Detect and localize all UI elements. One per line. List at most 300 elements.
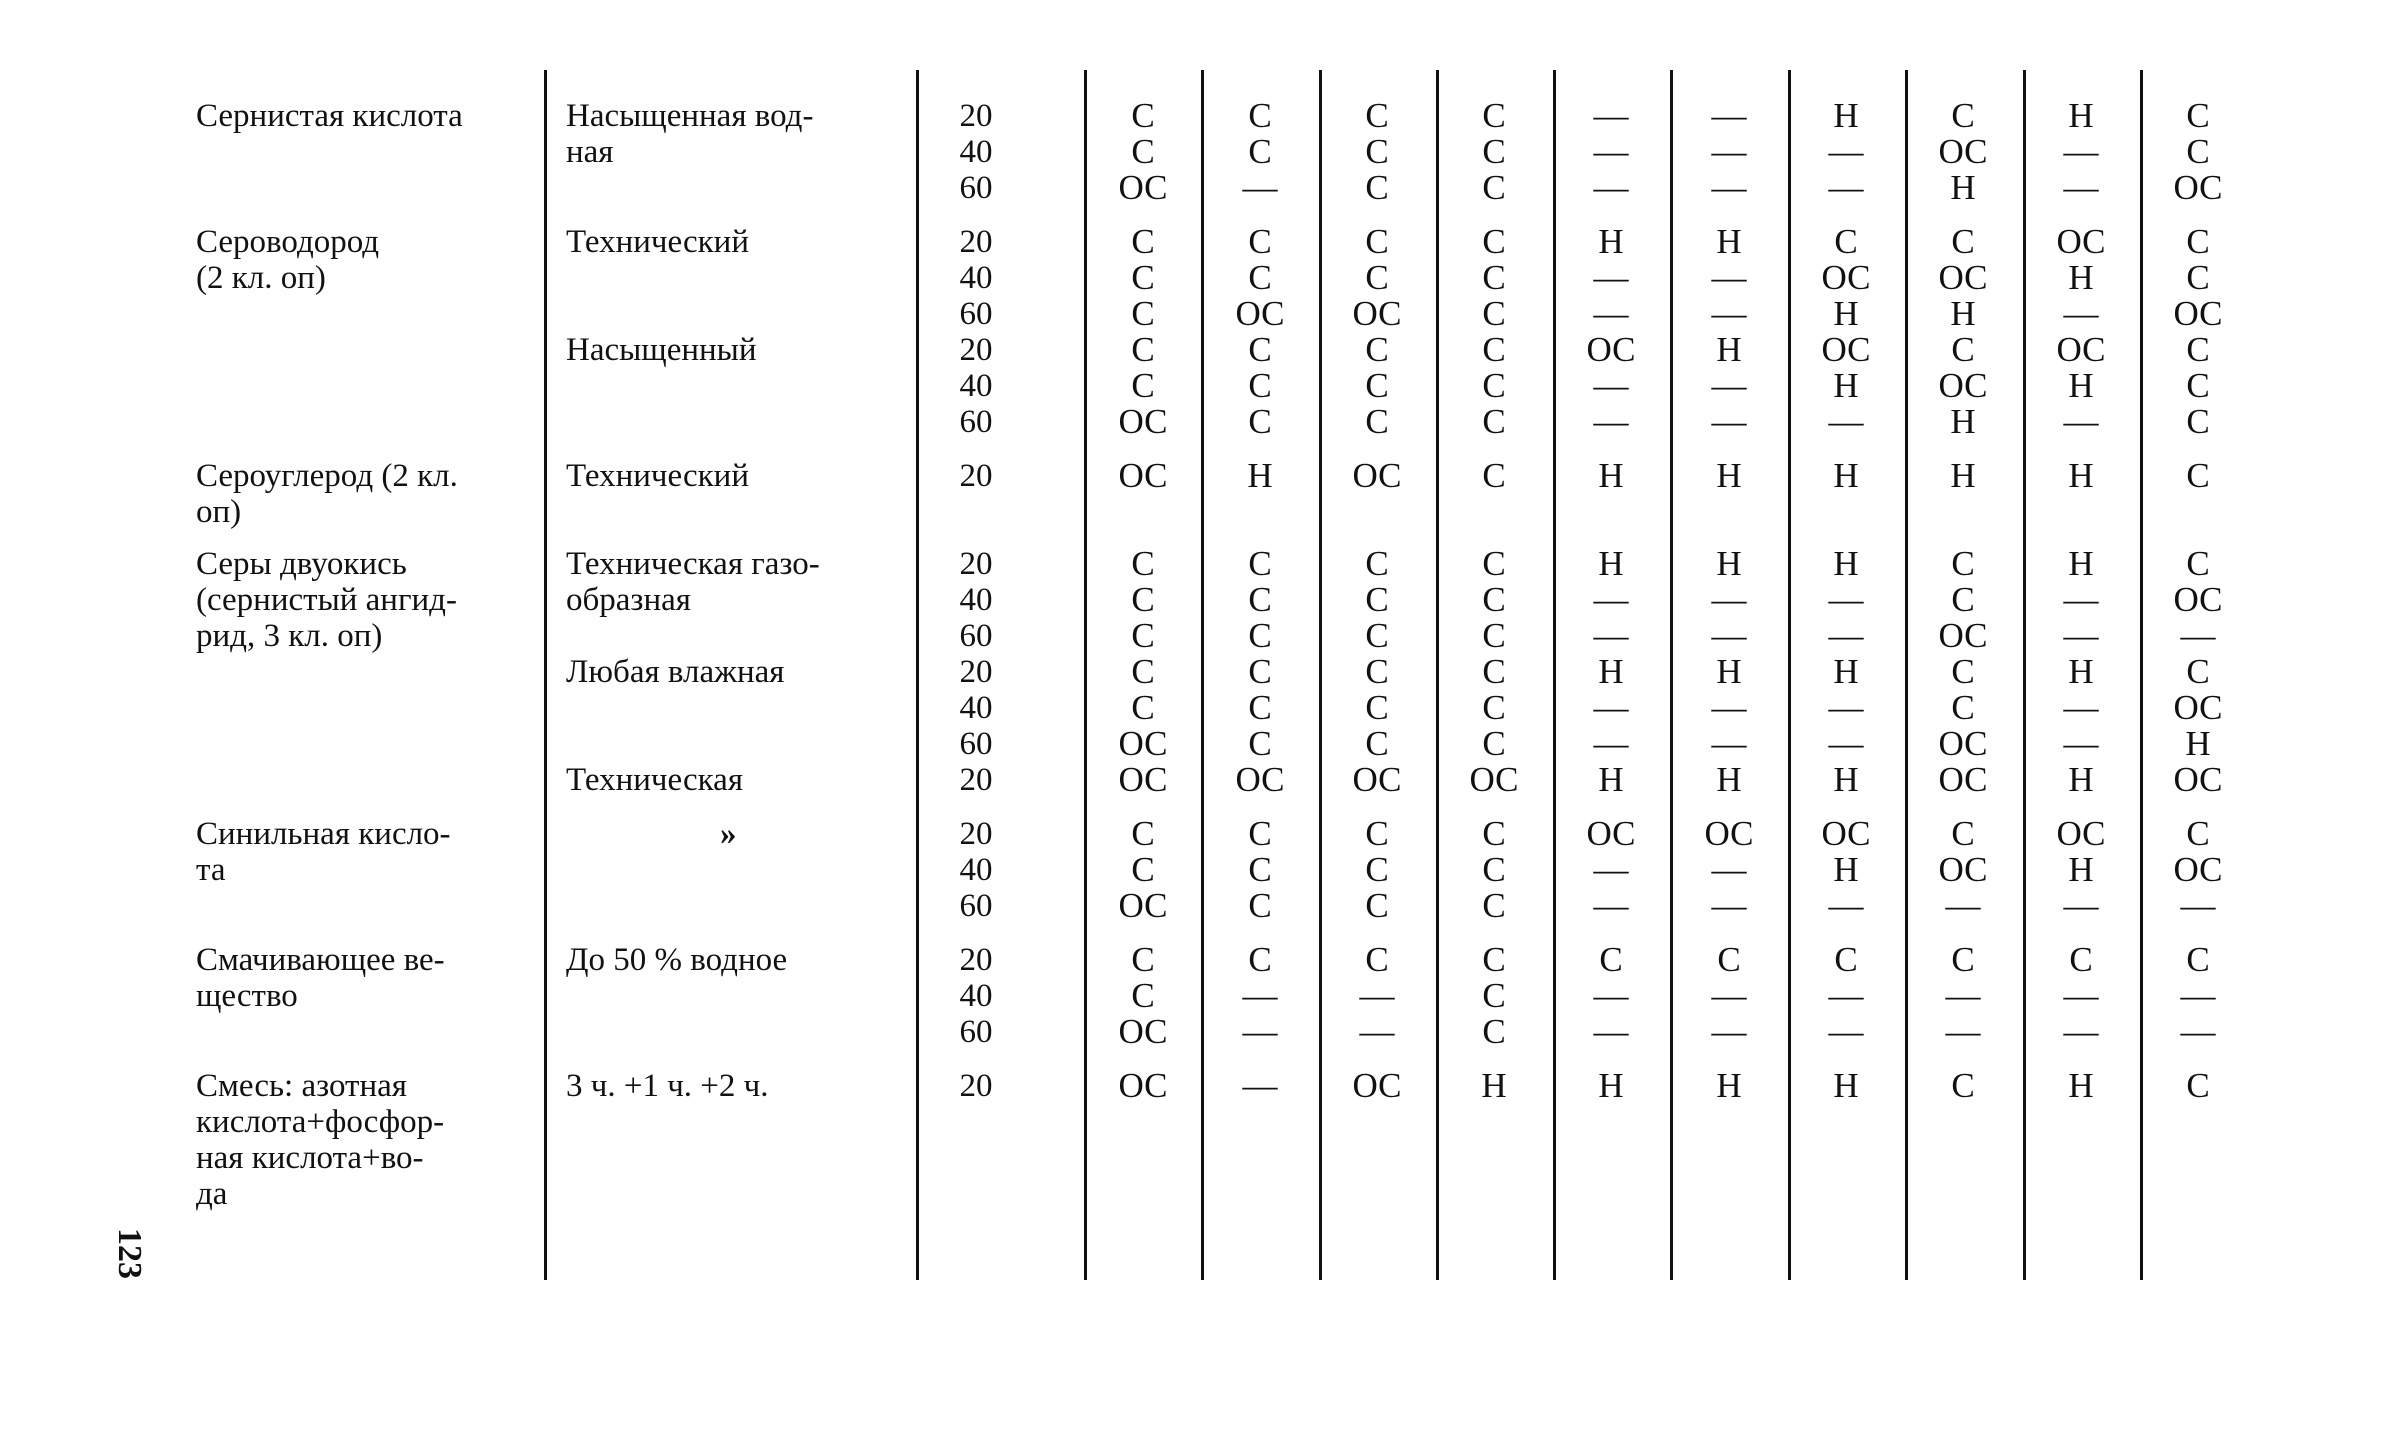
substance-name-line: рид, 3 кл. оп) [196, 618, 383, 654]
resistance-value-cell: — [1711, 168, 1747, 207]
resistance-value-cell: С [1248, 886, 1272, 925]
temperature-cell: 40 [959, 978, 993, 1014]
resistance-value-cell: С [1248, 724, 1272, 763]
medium-condition-line: 3 ч. +1 ч. +2 ч. [566, 1068, 769, 1104]
resistance-value-cell: С [1951, 330, 1975, 369]
resistance-value-cell: — [1711, 132, 1747, 171]
resistance-value-cell: ОС [1352, 760, 1402, 799]
resistance-value-cell: С [1599, 940, 1623, 979]
temperature-cell: 60 [959, 888, 993, 924]
substance-name-line: да [196, 1176, 228, 1212]
substance-name-line: та [196, 852, 226, 888]
resistance-value-cell: — [2063, 168, 2099, 207]
temperature-cell: 20 [959, 816, 993, 852]
resistance-value-cell: ОС [2173, 168, 2223, 207]
resistance-value-cell: С [1482, 886, 1506, 925]
resistance-value-cell: — [1593, 724, 1629, 763]
resistance-value-cell: С [1482, 724, 1506, 763]
resistance-value-cell: — [1242, 976, 1278, 1015]
medium-condition-line: Насыщенный [566, 332, 757, 368]
resistance-value-cell: — [1593, 366, 1629, 405]
column-divider [1670, 70, 1673, 1280]
resistance-value-cell: С [1248, 222, 1272, 261]
resistance-value-cell: Н [1833, 544, 1859, 583]
resistance-value-cell: С [1131, 976, 1155, 1015]
resistance-value-cell: ОС [1118, 402, 1168, 441]
resistance-value-cell: С [2186, 456, 2210, 495]
temperature-cell: 20 [959, 458, 993, 494]
resistance-value-cell: Н [2068, 366, 2094, 405]
temperature-cell: 40 [959, 852, 993, 888]
resistance-value-cell: — [1711, 850, 1747, 889]
resistance-value-cell: ОС [1938, 724, 1988, 763]
resistance-value-cell: — [1711, 1012, 1747, 1051]
resistance-value-cell: С [1248, 688, 1272, 727]
resistance-value-cell: Н [1950, 168, 1976, 207]
resistance-value-cell: ОС [2173, 294, 2223, 333]
resistance-value-cell: С [2186, 222, 2210, 261]
resistance-value-cell: — [2063, 886, 2099, 925]
resistance-value-cell: ОС [1586, 814, 1636, 853]
resistance-value-cell: Н [2068, 1066, 2094, 1105]
resistance-value-cell: С [1951, 96, 1975, 135]
substance-name-line: Синильная кисло- [196, 816, 451, 852]
substance-name-line: кислота+фосфор- [196, 1104, 445, 1140]
resistance-value-cell: ОС [1938, 258, 1988, 297]
resistance-value-cell: С [1365, 132, 1389, 171]
resistance-value-cell: — [1593, 132, 1629, 171]
resistance-value-cell: С [1365, 724, 1389, 763]
resistance-value-cell: — [1711, 616, 1747, 655]
resistance-value-cell: С [1248, 652, 1272, 691]
resistance-value-cell: С [1248, 132, 1272, 171]
resistance-value-cell: — [1945, 886, 1981, 925]
resistance-value-cell: Н [1833, 760, 1859, 799]
resistance-value-cell: — [1242, 1066, 1278, 1105]
medium-condition [566, 224, 896, 260]
substance-name-line: Сероуглерод (2 кл. [196, 458, 458, 494]
resistance-value-cell: — [1945, 976, 1981, 1015]
resistance-value-cell: С [1482, 402, 1506, 441]
resistance-value-cell: С [2186, 940, 2210, 979]
resistance-value-cell: — [1711, 366, 1747, 405]
medium-condition [566, 654, 896, 690]
resistance-value-cell: ОС [1118, 886, 1168, 925]
medium-condition-line: Насыщенная вод- [566, 98, 814, 134]
resistance-value-cell: Н [2068, 96, 2094, 135]
resistance-value-cell: С [1951, 652, 1975, 691]
resistance-value-cell: С [1482, 294, 1506, 333]
resistance-value-cell: ОС [2056, 814, 2106, 853]
resistance-value-cell: — [1945, 1012, 1981, 1051]
resistance-value-cell: Н [1598, 1066, 1624, 1105]
resistance-value-cell: — [2063, 688, 2099, 727]
resistance-value-cell: Н [1833, 366, 1859, 405]
resistance-value-cell: Н [1481, 1066, 1507, 1105]
resistance-value-cell: — [2063, 1012, 2099, 1051]
substance-name-line: Серы двуокись [196, 546, 407, 582]
resistance-value-cell: С [1131, 616, 1155, 655]
resistance-value-cell: ОС [1118, 168, 1168, 207]
resistance-value-cell: С [1482, 544, 1506, 583]
resistance-value-cell: С [1365, 688, 1389, 727]
resistance-value-cell: С [1248, 616, 1272, 655]
resistance-value-cell: ОС [1938, 850, 1988, 889]
resistance-value-cell: ОС [2056, 222, 2106, 261]
resistance-value-cell: — [1593, 1012, 1629, 1051]
resistance-value-cell: С [1365, 330, 1389, 369]
medium-condition [566, 332, 896, 368]
resistance-value-cell: — [2063, 132, 2099, 171]
temperature-cell: 20 [959, 762, 993, 798]
temperature-cell: 40 [959, 134, 993, 170]
resistance-value-cell: С [2186, 544, 2210, 583]
resistance-value-cell: — [1593, 402, 1629, 441]
resistance-value-cell: С [1248, 96, 1272, 135]
resistance-value-cell: Н [1598, 760, 1624, 799]
substance-name-line: (2 кл. оп) [196, 260, 326, 296]
resistance-value-cell: — [1828, 168, 1864, 207]
resistance-value-cell: ОС [1352, 1066, 1402, 1105]
medium-condition [566, 1068, 896, 1104]
substance-name [196, 458, 518, 530]
resistance-value-cell: — [1593, 616, 1629, 655]
resistance-value-cell: Н [1598, 222, 1624, 261]
resistance-value-cell: С [1248, 402, 1272, 441]
resistance-value-cell: С [1248, 330, 1272, 369]
resistance-value-cell: ОС [1704, 814, 1754, 853]
resistance-value-cell: С [2186, 258, 2210, 297]
resistance-value-cell: Н [2068, 258, 2094, 297]
resistance-value-cell: — [1828, 580, 1864, 619]
resistance-value-cell: Н [1833, 1066, 1859, 1105]
resistance-value-cell: С [1365, 652, 1389, 691]
resistance-value-cell: С [1131, 294, 1155, 333]
resistance-value-cell: С [1365, 940, 1389, 979]
substance-name-line: ная кислота+во- [196, 1140, 424, 1176]
resistance-value-cell: С [1131, 940, 1155, 979]
substance-name-line: (сернистый ангид- [196, 582, 457, 618]
resistance-value-cell: ОС [1235, 760, 1285, 799]
resistance-value-cell: С [1131, 814, 1155, 853]
resistance-value-cell: — [1828, 1012, 1864, 1051]
resistance-value-cell: — [2180, 616, 2216, 655]
resistance-value-cell: ОС [1586, 330, 1636, 369]
resistance-value-cell: С [1365, 616, 1389, 655]
resistance-value-cell: С [1482, 222, 1506, 261]
medium-condition [720, 816, 760, 852]
medium-condition-line: Технический [566, 224, 749, 260]
resistance-value-cell: ОС [1469, 760, 1519, 799]
resistance-value-cell: С [2186, 330, 2210, 369]
resistance-value-cell: Н [1247, 456, 1273, 495]
temperature-cell: 40 [959, 690, 993, 726]
substance-name [196, 942, 518, 1014]
resistance-value-cell: С [1131, 330, 1155, 369]
resistance-value-cell: Н [1833, 850, 1859, 889]
resistance-value-cell: С [1131, 652, 1155, 691]
resistance-value-cell: С [1365, 168, 1389, 207]
resistance-value-cell: Н [1833, 294, 1859, 333]
temperature-cell: 60 [959, 296, 993, 332]
resistance-value-cell: Н [1598, 456, 1624, 495]
resistance-value-cell: — [1711, 724, 1747, 763]
resistance-value-cell: — [1711, 258, 1747, 297]
resistance-value-cell: С [1482, 168, 1506, 207]
temperature-cell: 40 [959, 368, 993, 404]
resistance-value-cell: — [1242, 1012, 1278, 1051]
resistance-value-cell: С [1951, 688, 1975, 727]
medium-condition-line: Технический [566, 458, 749, 494]
temperature-cell: 60 [959, 618, 993, 654]
resistance-value-cell: С [1131, 132, 1155, 171]
temperature-cell: 60 [959, 170, 993, 206]
resistance-value-cell: Н [1716, 330, 1742, 369]
resistance-value-cell: С [1951, 580, 1975, 619]
resistance-value-cell: Н [1716, 760, 1742, 799]
resistance-value-cell: С [1248, 580, 1272, 619]
temperature-cell: 20 [959, 1068, 993, 1104]
resistance-value-cell: С [1951, 940, 1975, 979]
resistance-value-cell: ОС [1352, 456, 1402, 495]
resistance-value-cell: С [1482, 652, 1506, 691]
resistance-value-cell: ОС [1118, 456, 1168, 495]
resistance-value-cell: С [1365, 222, 1389, 261]
resistance-value-cell: — [1359, 1012, 1395, 1051]
medium-condition [566, 458, 896, 494]
resistance-value-cell: Н [1950, 294, 1976, 333]
resistance-value-cell: С [1365, 850, 1389, 889]
resistance-value-cell: Н [2068, 760, 2094, 799]
resistance-value-cell: С [1482, 1012, 1506, 1051]
medium-condition-line: Техническая газо- [566, 546, 820, 582]
resistance-value-cell: — [1593, 976, 1629, 1015]
resistance-value-cell: С [2186, 402, 2210, 441]
resistance-value-cell: С [1131, 580, 1155, 619]
resistance-value-cell: С [1482, 976, 1506, 1015]
resistance-value-cell: С [1365, 402, 1389, 441]
resistance-value-cell: — [1828, 402, 1864, 441]
temperature-cell: 20 [959, 332, 993, 368]
resistance-value-cell: С [1482, 258, 1506, 297]
substance-name [196, 224, 518, 296]
resistance-value-cell: С [1131, 258, 1155, 297]
resistance-value-cell: Н [2068, 456, 2094, 495]
temperature-cell: 40 [959, 260, 993, 296]
column-divider [916, 70, 919, 1280]
resistance-value-cell: Н [2185, 724, 2211, 763]
resistance-value-cell: Н [2068, 652, 2094, 691]
resistance-value-cell: — [1593, 580, 1629, 619]
resistance-value-cell: — [1711, 580, 1747, 619]
resistance-value-cell: ОС [1118, 1012, 1168, 1051]
resistance-value-cell: С [1482, 688, 1506, 727]
resistance-value-cell: С [1482, 366, 1506, 405]
resistance-value-cell: — [1711, 886, 1747, 925]
substance-name [196, 1068, 518, 1212]
resistance-value-cell: ОС [1821, 814, 1871, 853]
resistance-value-cell: — [1593, 688, 1629, 727]
column-divider [1084, 70, 1087, 1280]
medium-condition-line: » [720, 816, 737, 852]
resistance-value-cell: ОС [1118, 760, 1168, 799]
resistance-value-cell: С [1365, 96, 1389, 135]
medium-condition-line: ная [566, 134, 614, 170]
resistance-value-cell: — [1593, 96, 1629, 135]
resistance-value-cell: — [1828, 724, 1864, 763]
resistance-value-cell: Н [1950, 456, 1976, 495]
resistance-value-cell: — [1828, 616, 1864, 655]
resistance-value-cell: — [2063, 724, 2099, 763]
medium-condition-line: До 50 % водное [566, 942, 788, 978]
substance-name-line: Смачивающее ве- [196, 942, 445, 978]
resistance-value-cell: — [1593, 850, 1629, 889]
resistance-value-cell: Н [1716, 544, 1742, 583]
resistance-value-cell: — [2063, 402, 2099, 441]
resistance-value-cell: С [1482, 814, 1506, 853]
resistance-value-cell: Н [1833, 96, 1859, 135]
resistance-value-cell: — [1711, 688, 1747, 727]
substance-name-line: щество [196, 978, 298, 1014]
resistance-value-cell: С [2069, 940, 2093, 979]
resistance-value-cell: С [1951, 544, 1975, 583]
resistance-value-cell: С [1365, 814, 1389, 853]
resistance-value-cell: С [1482, 330, 1506, 369]
resistance-value-cell: — [1593, 294, 1629, 333]
resistance-value-cell: С [1365, 366, 1389, 405]
resistance-value-cell: — [1828, 886, 1864, 925]
resistance-value-cell: Н [1716, 652, 1742, 691]
resistance-value-cell: С [1482, 616, 1506, 655]
resistance-value-cell: С [2186, 814, 2210, 853]
resistance-value-cell: С [1365, 258, 1389, 297]
resistance-value-cell: С [1717, 940, 1741, 979]
resistance-value-cell: ОС [1118, 724, 1168, 763]
resistance-value-cell: С [2186, 366, 2210, 405]
resistance-value-cell: ОС [2173, 850, 2223, 889]
resistance-value-cell: — [1711, 402, 1747, 441]
resistance-value-cell: С [1951, 814, 1975, 853]
medium-condition [566, 546, 896, 618]
resistance-value-cell: — [1711, 294, 1747, 333]
medium-condition-line: образная [566, 582, 691, 618]
resistance-value-cell: ОС [1938, 760, 1988, 799]
resistance-value-cell: С [1131, 544, 1155, 583]
resistance-value-cell: С [1365, 580, 1389, 619]
resistance-value-cell: ОС [1821, 330, 1871, 369]
resistance-value-cell: — [2180, 886, 2216, 925]
resistance-value-cell: Н [1598, 544, 1624, 583]
temperature-cell: 60 [959, 726, 993, 762]
resistance-value-cell: — [2180, 976, 2216, 1015]
resistance-value-cell: — [1828, 688, 1864, 727]
temperature-cell: 20 [959, 546, 993, 582]
resistance-value-cell: Н [1716, 222, 1742, 261]
resistance-value-cell: ОС [2173, 688, 2223, 727]
page-number: 123 [111, 1228, 148, 1279]
temperature-cell: 40 [959, 582, 993, 618]
resistance-value-cell: С [2186, 1066, 2210, 1105]
resistance-value-cell: — [1711, 976, 1747, 1015]
resistance-value-cell: С [1482, 580, 1506, 619]
resistance-value-cell: Н [1716, 456, 1742, 495]
resistance-value-cell: С [1951, 1066, 1975, 1105]
resistance-value-cell: С [1482, 850, 1506, 889]
resistance-value-cell: — [1593, 168, 1629, 207]
resistance-value-cell: С [1131, 850, 1155, 889]
temperature-cell: 60 [959, 404, 993, 440]
resistance-value-cell: С [1482, 940, 1506, 979]
resistance-value-cell: С [1365, 544, 1389, 583]
resistance-value-cell: С [1834, 940, 1858, 979]
resistance-value-cell: С [1365, 886, 1389, 925]
substance-name-line: Смесь: азотная [196, 1068, 407, 1104]
substance-name-line: оп) [196, 494, 242, 530]
resistance-value-cell: С [1951, 222, 1975, 261]
resistance-value-cell: ОС [1821, 258, 1871, 297]
medium-condition [566, 942, 896, 978]
resistance-value-cell: ОС [1118, 1066, 1168, 1105]
resistance-value-cell: С [1482, 96, 1506, 135]
resistance-value-cell: С [1131, 96, 1155, 135]
substance-name [196, 98, 518, 134]
medium-condition [566, 762, 896, 798]
medium-condition-line: Техническая [566, 762, 744, 798]
resistance-value-cell: С [1131, 222, 1155, 261]
resistance-value-cell: С [1131, 688, 1155, 727]
resistance-value-cell: Н [2068, 544, 2094, 583]
resistance-value-cell: — [1828, 976, 1864, 1015]
resistance-value-cell: ОС [1235, 294, 1285, 333]
substance-name [196, 546, 518, 654]
resistance-value-cell: — [1242, 168, 1278, 207]
resistance-value-cell: С [1248, 850, 1272, 889]
resistance-value-cell: — [1711, 96, 1747, 135]
resistance-value-cell: ОС [1938, 132, 1988, 171]
resistance-value-cell: — [1593, 886, 1629, 925]
column-divider [544, 70, 547, 1280]
resistance-value-cell: С [1248, 366, 1272, 405]
temperature-cell: 20 [959, 942, 993, 978]
substance-name [196, 816, 518, 888]
resistance-value-cell: Н [1598, 652, 1624, 691]
resistance-value-cell: С [1248, 544, 1272, 583]
resistance-value-cell: С [2186, 652, 2210, 691]
resistance-value-cell: — [2063, 976, 2099, 1015]
resistance-value-cell: — [2180, 1012, 2216, 1051]
resistance-value-cell: С [1131, 366, 1155, 405]
substance-name-line: Сероводород [196, 224, 380, 260]
resistance-value-cell: ОС [2173, 760, 2223, 799]
resistance-value-cell: С [1248, 814, 1272, 853]
resistance-value-cell: С [1248, 940, 1272, 979]
resistance-value-cell: — [1593, 258, 1629, 297]
resistance-value-cell: С [1482, 132, 1506, 171]
resistance-value-cell: — [2063, 580, 2099, 619]
resistance-value-cell: С [2186, 132, 2210, 171]
resistance-value-cell: С [1834, 222, 1858, 261]
column-divider [1201, 70, 1204, 1280]
temperature-cell: 20 [959, 224, 993, 260]
resistance-value-cell: ОС [2056, 330, 2106, 369]
resistance-value-cell: Н [1833, 652, 1859, 691]
medium-condition-line: Любая влажная [566, 654, 785, 690]
resistance-value-cell: С [2186, 96, 2210, 135]
temperature-cell: 20 [959, 98, 993, 134]
resistance-value-cell: — [2063, 616, 2099, 655]
temperature-cell: 20 [959, 654, 993, 690]
resistance-value-cell: Н [1716, 1066, 1742, 1105]
